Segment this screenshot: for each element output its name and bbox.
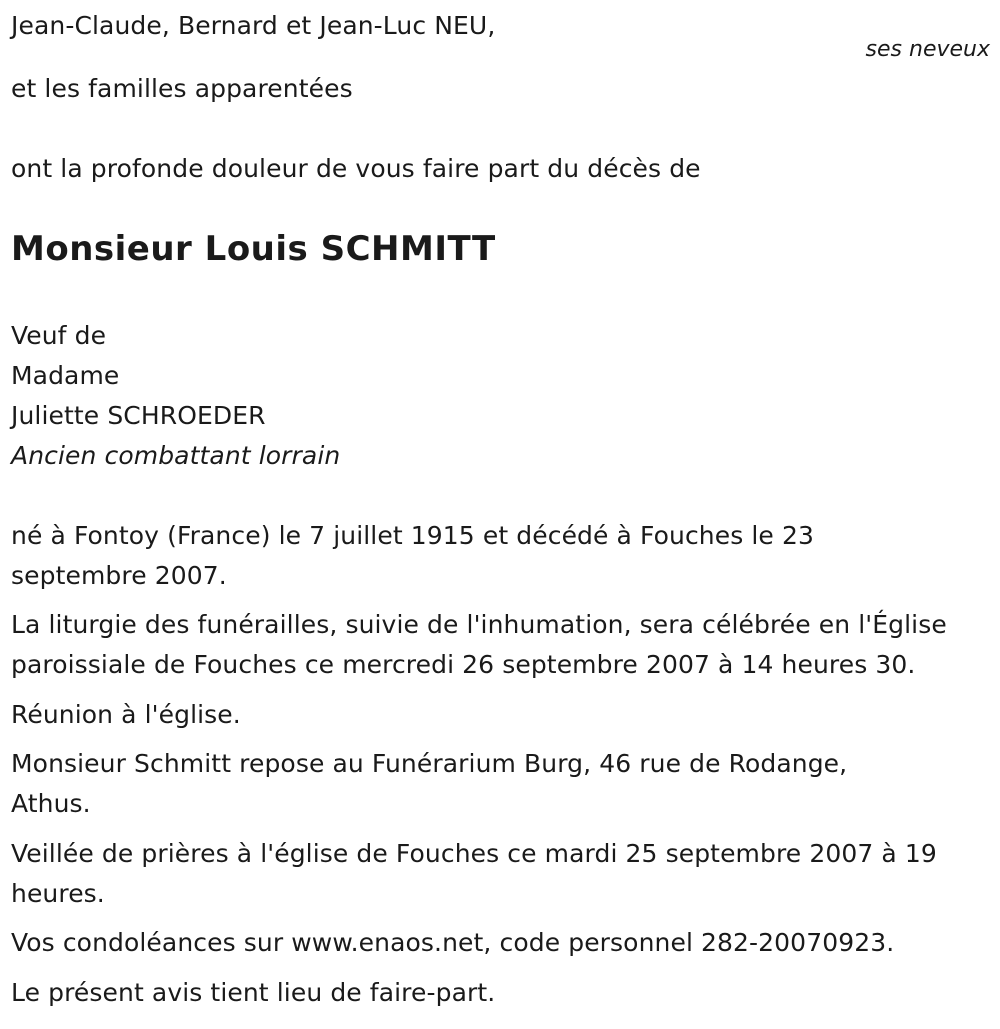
vigil-line-2: heures. (11, 879, 105, 908)
widow-line-1: Veuf de (11, 321, 107, 350)
liturgy-line-2: paroissiale de Fouches ce mercredi 26 septembre 2007 à 14 heures 30. (11, 650, 916, 679)
distinction-line: Ancien combattant lorrain (11, 441, 341, 470)
liturgy-line-1: La liturgie des funérailles, suivie de l'inhumation, sera célébrée en l'Église (11, 610, 947, 639)
announcement-line: ont la profonde douleur de vous faire part du décès de (11, 154, 701, 183)
meeting-line: Réunion à l'église. (11, 700, 241, 729)
widow-line-3: Juliette SCHROEDER (11, 401, 266, 430)
vigil-line-1: Veillée de prières à l'église de Fouches ce mardi 25 septembre 2007 à 19 (11, 839, 937, 868)
senders-line: Jean-Claude, Bernard et Jean-Luc NEU, (11, 11, 496, 40)
rest-line-1: Monsieur Schmitt repose au Funérarium Burg, 46 rue de Rodange, (11, 749, 848, 778)
relation-note: ses neveux (865, 37, 990, 62)
rest-line-2: Athus. (11, 789, 91, 818)
birth-line-2: septembre 2007. (11, 561, 227, 590)
condolences-line: Vos condoléances sur www.enaos.net, code personnel 282-20070923. (11, 928, 895, 957)
widow-line-2: Madame (11, 361, 120, 390)
deceased-name: Monsieur Louis SCHMITT (11, 229, 496, 269)
families-line: et les familles apparentées (11, 74, 353, 103)
birth-line-1: né à Fontoy (France) le 7 juillet 1915 et décédé à Fouches le 23 (11, 521, 814, 550)
notice-line: Le présent avis tient lieu de faire-part. (11, 978, 496, 1007)
